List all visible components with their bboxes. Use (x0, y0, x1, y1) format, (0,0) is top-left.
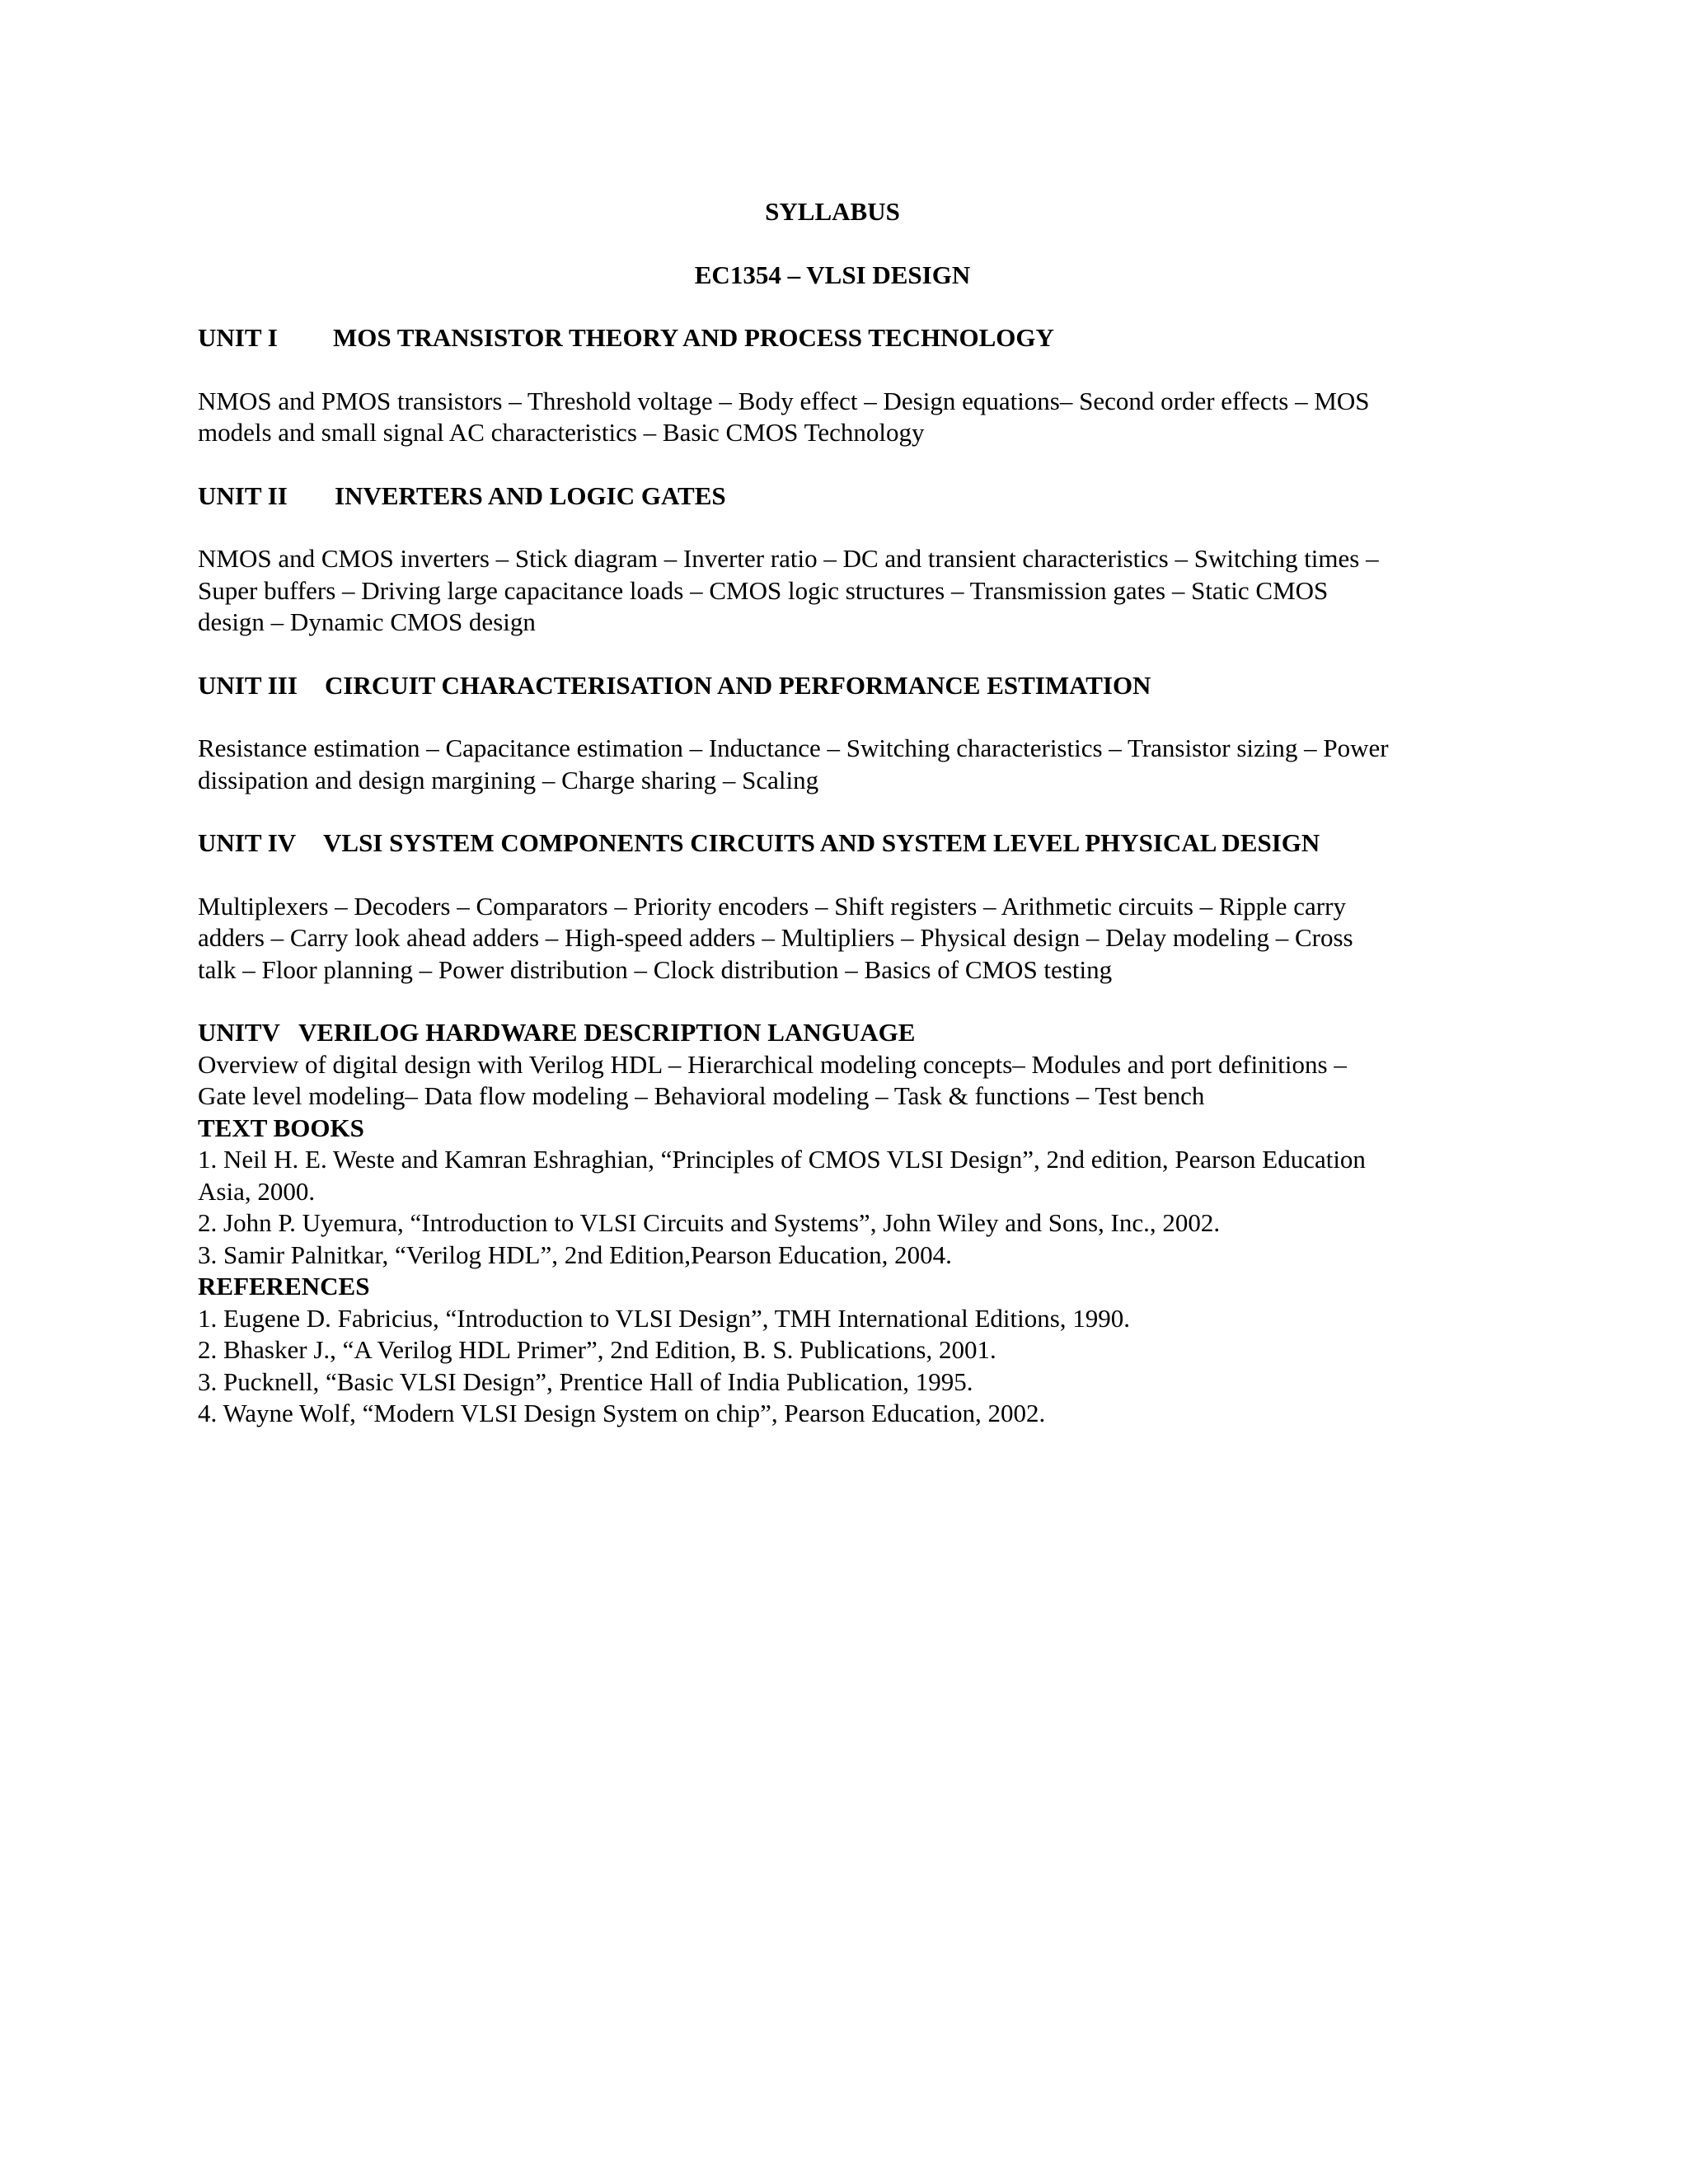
unit-2-line: Super buffers – Driving large capacitance loads – CMOS logic structures – Transmission gates – Static CMOS (198, 575, 1329, 605)
unit-3-heading (198, 670, 1500, 702)
references-heading: REFERENCES (198, 1272, 370, 1301)
unit-5-line: Gate level modeling– Data flow modeling – Behavioral modeling – Task & functions – Test bench (198, 1081, 1205, 1110)
list-item: 2. John P. Uyemura, “Introduction to VLSI Circuits and Systems”, John Wiley and Sons, Inc., 2002. (198, 1208, 1221, 1237)
list-item: Asia, 2000. (198, 1176, 316, 1206)
list-item: 3. Pucknell, “Basic VLSI Design”, Prentice Hall of India Publication, 1995. (198, 1366, 973, 1396)
unit-1-line: models and small signal AC characteristics – Basic CMOS Technology (198, 418, 925, 447)
unit-2-line: NMOS and CMOS inverters – Stick diagram – Inverter ratio – DC and transient characteristics – Switching times – (198, 544, 1379, 573)
unit-4-line: adders – Carry look ahead adders – High-speed adders – Multipliers – Physical design – Delay modeling – Cross (198, 923, 1353, 952)
text-books-heading: TEXT BOOKS (198, 1113, 364, 1142)
unit-4-label: UNIT IV (198, 828, 297, 857)
unit-4-line: Multiplexers – Decoders – Comparators – Priority encoders – Shift registers – Arithmetic circuits – Ripple carry (198, 891, 1346, 921)
unit-5-heading (198, 1017, 1500, 1049)
unit-3-body (198, 733, 1500, 796)
unit-2-line: design – Dynamic CMOS design (198, 607, 536, 636)
unit-1-heading (198, 322, 1500, 354)
document-title: SYLLABUS (765, 197, 900, 226)
course-title: EC1354 – VLSI DESIGN (694, 260, 971, 289)
unit-3-line: dissipation and design margining – Charge sharing – Scaling (198, 765, 819, 794)
unit-4-heading (198, 827, 1500, 860)
unit-4-line: talk – Floor planning – Power distribution – Clock distribution – Basics of CMOS testing (198, 954, 1113, 984)
unit-5-label: UNITV (198, 1018, 280, 1047)
list-item: 3. Samir Palnitkar, “Verilog HDL”, 2nd Edition,Pearson Education, 2004. (198, 1240, 952, 1269)
unit-2-label: UNIT II (198, 480, 288, 510)
unit-5-body (198, 1049, 1500, 1113)
unit-1-title: MOS TRANSISTOR THEORY AND PROCESS TECHNOLOGY (333, 323, 1054, 352)
unit-1-label: UNIT I (198, 323, 278, 352)
references-list (198, 1303, 1500, 1430)
unit-1-body (198, 386, 1500, 449)
unit-5-line: Overview of digital design with Verilog HDL – Hierarchical modeling concepts– Modules and port definitions – (198, 1049, 1347, 1079)
text-books-list (198, 1144, 1500, 1271)
unit-5-title: VERILOG HARDWARE DESCRIPTION LANGUAGE (298, 1018, 916, 1047)
list-item: 2. Bhasker J., “A Verilog HDL Primer”, 2nd Edition, B. S. Publications, 2001. (198, 1335, 996, 1364)
list-item: 1. Eugene D. Fabricius, “Introduction to VLSI Design”, TMH International Editions, 1990. (198, 1303, 1131, 1333)
list-item: 1. Neil H. E. Weste and Kamran Eshraghian, “Principles of CMOS VLSI Design”, 2nd edition, Pearson Education (198, 1145, 1366, 1174)
unit-4-title: VLSI SYSTEM COMPONENTS CIRCUITS AND SYSTEM LEVEL PHYSICAL DESIGN (323, 828, 1320, 857)
unit-2-heading (198, 480, 1500, 513)
unit-2-body (198, 543, 1500, 639)
unit-1-line: NMOS and PMOS transistors – Threshold voltage – Body effect – Design equations– Second order effects – MOS (198, 386, 1370, 415)
unit-3-line: Resistance estimation – Capacitance estimation – Inductance – Switching characteristics – Transistor sizing – Power (198, 733, 1389, 762)
unit-3-label: UNIT III (198, 670, 298, 700)
unit-4-body (198, 891, 1500, 987)
list-item: 4. Wayne Wolf, “Modern VLSI Design System on chip”, Pearson Education, 2002. (198, 1399, 1046, 1427)
syllabus-page (198, 196, 1500, 1430)
unit-2-title: INVERTERS AND LOGIC GATES (335, 480, 726, 510)
unit-3-title: CIRCUIT CHARACTERISATION AND PERFORMANCE ESTIMATION (325, 670, 1151, 700)
